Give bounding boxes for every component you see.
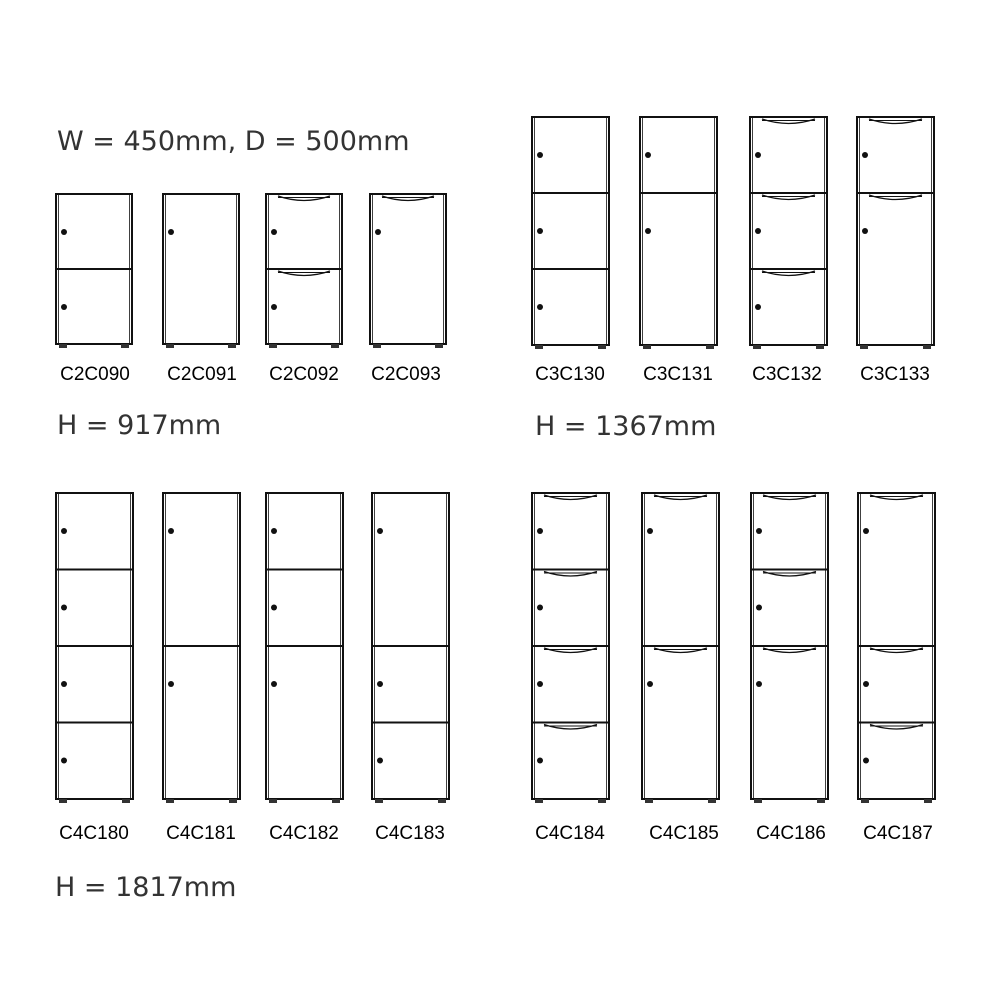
code-label: C4C187 — [863, 823, 933, 844]
cabinet-foot — [754, 799, 762, 803]
height-label-1367: H = 1367mm — [535, 411, 717, 442]
cabinet-c2c093 — [370, 194, 446, 348]
cabinet-c4c184 — [532, 493, 609, 803]
cabinet-foot — [706, 345, 714, 349]
lock-icon — [271, 681, 277, 687]
code-label: C3C133 — [860, 364, 930, 385]
cabinet-body — [857, 117, 934, 345]
cabinet-foot — [373, 344, 381, 348]
code-label: C3C130 — [535, 364, 605, 385]
lock-icon — [61, 304, 67, 310]
code-label: C4C180 — [59, 823, 129, 844]
cabinet-foot — [332, 799, 340, 803]
code-label: C4C183 — [375, 823, 445, 844]
cabinet-foot — [166, 799, 174, 803]
cabinet-foot — [861, 799, 869, 803]
cabinet-foot — [375, 799, 383, 803]
cabinet-foot — [269, 799, 277, 803]
lock-icon — [755, 228, 761, 234]
lock-icon — [863, 528, 869, 534]
lock-icon — [537, 758, 543, 764]
cabinet-body — [163, 194, 239, 344]
cabinet-c4c182 — [266, 493, 343, 803]
lock-icon — [863, 681, 869, 687]
cabinet-foot — [535, 345, 543, 349]
cabinet-foot — [598, 345, 606, 349]
cabinet-foot — [860, 345, 868, 349]
cabinet-foot — [166, 344, 174, 348]
cabinet-foot — [59, 799, 67, 803]
cabinet-foot — [438, 799, 446, 803]
lock-icon — [61, 605, 67, 611]
cabinet-c4c186 — [751, 493, 828, 803]
cabinet-foot — [645, 799, 653, 803]
lock-icon — [645, 152, 651, 158]
dimensions-note: W = 450mm, D = 500mm — [57, 126, 410, 157]
code-label: C2C091 — [167, 364, 237, 385]
lock-icon — [271, 528, 277, 534]
lock-icon — [756, 681, 762, 687]
cabinet-c4c187 — [858, 493, 935, 803]
lock-icon — [862, 228, 868, 234]
lock-icon — [377, 528, 383, 534]
cabinet-foot — [122, 799, 130, 803]
lock-icon — [647, 528, 653, 534]
lock-icon — [537, 605, 543, 611]
lock-icon — [377, 758, 383, 764]
cabinet-foot — [435, 344, 443, 348]
lock-icon — [863, 758, 869, 764]
lock-icon — [168, 229, 174, 235]
code-label: C4C184 — [535, 823, 605, 844]
lock-icon — [755, 152, 761, 158]
lock-icon — [537, 304, 543, 310]
cabinet-body — [532, 117, 609, 345]
lock-icon — [377, 681, 383, 687]
lock-icon — [168, 681, 174, 687]
code-label: C3C132 — [752, 364, 822, 385]
cabinet-c4c180 — [56, 493, 133, 803]
code-label: C4C181 — [166, 823, 236, 844]
cabinet-foot — [59, 344, 67, 348]
cabinet-c3c130 — [532, 117, 609, 349]
cabinet-c4c183 — [372, 493, 449, 803]
lock-icon — [756, 605, 762, 611]
lock-icon — [537, 228, 543, 234]
cabinet-foot — [228, 344, 236, 348]
code-label: C3C131 — [643, 364, 713, 385]
cabinet-c4c185 — [642, 493, 719, 803]
cabinet-c3c133 — [857, 117, 934, 349]
cabinet-c2c090 — [56, 194, 132, 348]
cabinet-foot — [269, 344, 277, 348]
lock-icon — [862, 152, 868, 158]
cabinet-foot — [924, 799, 932, 803]
lock-icon — [168, 528, 174, 534]
cabinet-foot — [121, 344, 129, 348]
lock-icon — [61, 229, 67, 235]
code-label: C2C090 — [60, 364, 130, 385]
lock-icon — [537, 528, 543, 534]
lock-icon — [61, 681, 67, 687]
height-label-1817: H = 1817mm — [55, 872, 237, 903]
cabinet-c2c091 — [163, 194, 239, 348]
code-label: C2C092 — [269, 364, 339, 385]
cabinet-foot — [229, 799, 237, 803]
lock-icon — [537, 681, 543, 687]
cabinet-body — [370, 194, 446, 344]
cabinet-foot — [598, 799, 606, 803]
cabinet-foot — [753, 345, 761, 349]
cabinet-c3c131 — [640, 117, 717, 349]
cabinet-foot — [817, 799, 825, 803]
height-label-917: H = 917mm — [57, 410, 222, 441]
lock-icon — [755, 304, 761, 310]
cabinet-c4c181 — [163, 493, 240, 803]
lock-icon — [647, 681, 653, 687]
cabinet-body — [640, 117, 717, 345]
lock-icon — [271, 605, 277, 611]
lock-icon — [61, 758, 67, 764]
lock-icon — [271, 304, 277, 310]
cabinet-foot — [816, 345, 824, 349]
cabinet-body — [750, 117, 827, 345]
cabinet-foot — [643, 345, 651, 349]
cabinet-c3c132 — [750, 117, 827, 349]
lock-icon — [645, 228, 651, 234]
cabinet-c2c092 — [266, 194, 342, 348]
cabinet-foot — [708, 799, 716, 803]
code-label: C4C185 — [649, 823, 719, 844]
lock-icon — [271, 229, 277, 235]
code-label: C2C093 — [371, 364, 441, 385]
lock-icon — [61, 528, 67, 534]
lock-icon — [537, 152, 543, 158]
cabinet-foot — [535, 799, 543, 803]
code-label: C4C182 — [269, 823, 339, 844]
lock-icon — [375, 229, 381, 235]
lock-icon — [756, 528, 762, 534]
cabinet-foot — [331, 344, 339, 348]
code-label: C4C186 — [756, 823, 826, 844]
cabinet-foot — [923, 345, 931, 349]
